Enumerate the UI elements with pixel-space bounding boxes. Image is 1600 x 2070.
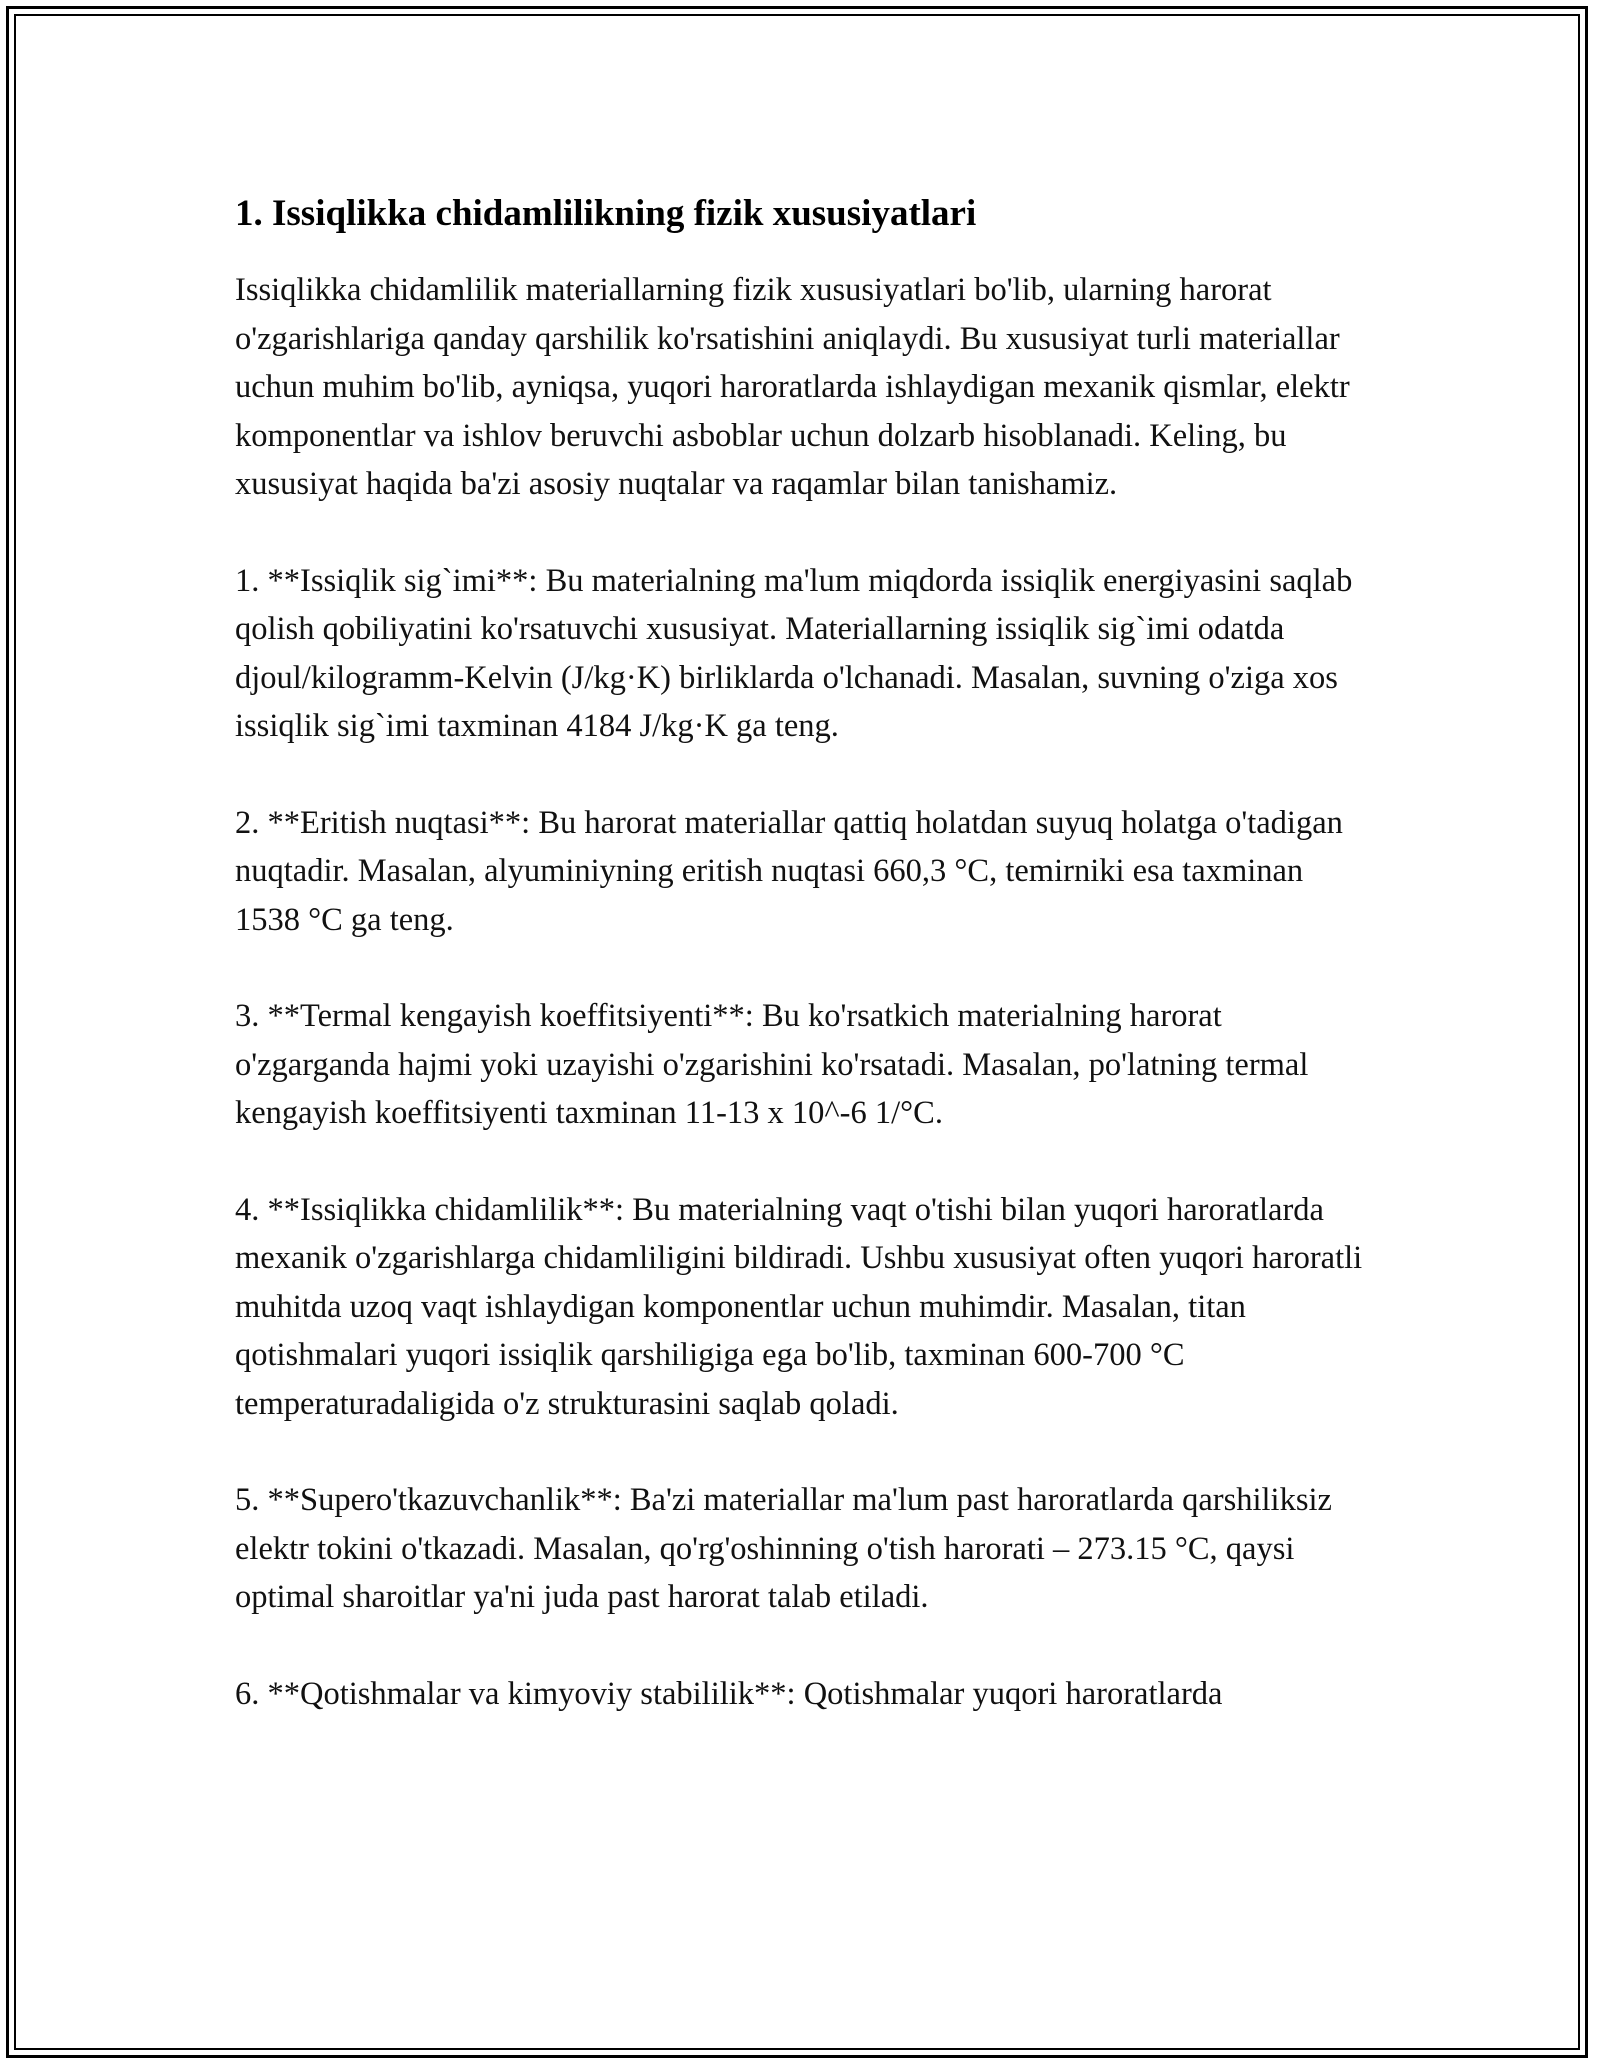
document-body [235,188,1375,1766]
item-melting-point: 2. **Eritish nuqtasi**: Bu harorat materiallar qattiq holatdan suyuq holatga o'tadigan nuqtadir. Masalan, alyuminiyning eritish nuqtasi 660,3 °C, temirniki esa taxminan 1538 °C ga teng. [235,804,1343,938]
item-thermal-expansion: 3. **Termal kengayish koeffitsiyenti**: Bu ko'rsatkich materialning harorat o'zgarganda hajmi yoki uzayishi o'zgarishini ko'rsatadi. Masalan, po'latning termal kengayish koeffitsiyenti taxminan 11-13 x 10^-6 1/°C. [235,998,1309,1131]
item-alloys-stability: 6. **Qotishmalar va kimyoviy stabililik**: Qotishmalar yuqori haroratlarda [235,1675,1223,1712]
intro-paragraph: Issiqlikka chidamlilik materiallarning fizik xususiyatlari bo'lib, ularning harorat o'zgarishlariga qanday qarshilik ko'rsatishini aniqlaydi. Bu xususiyat turli materiallar uchun muhim bo'lib, ayniqsa, yuqori haroratlarda ishlaydigan mexanik qismlar, elektr komponentlar va ishlov beruvchi asboblar uchun dolzarb hisoblanadi. Keling, bu xususiyat haqida ba'zi asosiy nuqtalar va raqamlar bilan tanishamiz. [235,272,1350,502]
item-heat-resistance: 4. **Issiqlikka chidamlilik**: Bu materialning vaqt o'tishi bilan yuqori haroratlarda mexanik o'zgarishlarga chidamliligini bildiradi. Ushbu xususiyat often yuqori haroratli muhitda uzoq vaqt ishlaydigan komponentlar uchun muhimdir. Masalan, titan qotishmalari yuqori issiqlik qarshiligiga ega bo'lib, taxminan 600-700 °C temperaturadaligida o'z strukturasini saqlab qoladi. [235,1191,1363,1422]
section-heading: 1. Issiqlikka chidamlilikning fizik xususiyatlari [235,193,977,234]
item-superconductivity: 5. **Supero'tkazuvchanlik**: Ba'zi materiallar ma'lum past haroratlarda qarshiliksiz elektr tokini o'tkazadi. Masalan, qo'rg'oshinning o'tish harorati – 273.15 °C, qaysi optimal sharoitlar ya'ni juda past harorat talab etiladi. [235,1482,1332,1615]
item-heat-capacity: 1. **Issiqlik sig`imi**: Bu materialning ma'lum miqdorda issiqlik energiyasini saqlab qolish qobiliyatini ko'rsatuvchi xususiyat. Materiallarning issiqlik sig`imi odatda djoul/kilogramm-Kelvin (J/kg·K) birliklarda o'lchanadi. Masalan, suvning o'ziga xos issiqlik sig`imi taxminan 4184 J/kg·K ga teng. [235,562,1353,744]
